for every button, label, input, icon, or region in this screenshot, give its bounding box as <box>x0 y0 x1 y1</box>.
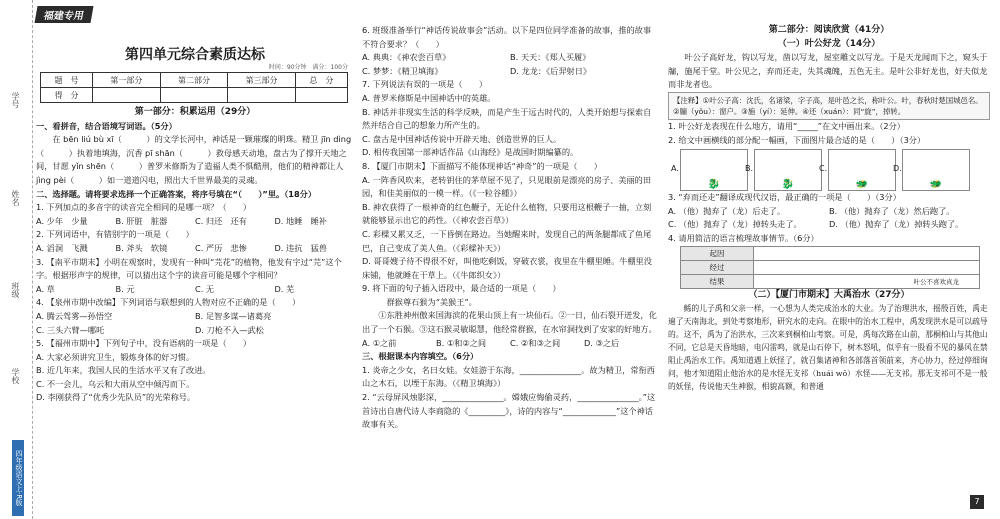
option[interactable]: A. （他）抛弃了（龙）后走了。 <box>668 205 786 216</box>
option[interactable]: A. 一阵香风吹来，老转钥住的茅草屋不见了，只见眼前是漂亮的房子、美丽的田园，和佳美丽似的一模一样。（《一粒谷種》） <box>362 174 652 199</box>
reading2-title: （二）【厦门市期末】大禹治水（27分） <box>748 289 910 300</box>
dragon-icon: 🐉 <box>707 179 721 191</box>
q1-text: 在 bēn liú bù xī（ ）的文学长河中，神话是一颗璀璨的明珠。精卫 jīn dìng（ ）执着地填海，沉香 pī shān（ ）救母感天动地，盘古为了撑开天地之间，甘愿 yǐn shēn（ ）普罗米修斯为了造福人类不惧酷刑，他们的精神都让人 jìng pèi（ ）如一道道闪电，照出大千世界最美的灵魂。 <box>36 134 352 185</box>
dragon-picture[interactable]: C. 🐲 <box>828 149 896 191</box>
option[interactable]: A. 腾云驾雾—孙悟空 <box>36 310 113 321</box>
option[interactable]: A. 滔洞 飞溅 <box>36 242 88 253</box>
option[interactable]: B. 天天：《郑人买履》 <box>510 52 591 63</box>
option[interactable]: D. 地睡 睡补 <box>274 215 327 226</box>
reading1-title: （一）叶公好龙（14分） <box>777 38 881 49</box>
exam-meta: 时间：90分钟 满分：100分 <box>268 64 348 71</box>
binding-margin <box>0 0 33 519</box>
q3-title: 三、根据课本内容填空。（6分） <box>362 351 479 362</box>
picture-options <box>668 149 990 191</box>
plot-answer: 叶公不喜欢真龙 <box>754 274 980 288</box>
q2-4-options <box>36 310 354 337</box>
q9-quote: 群猴尊石猴为“美猴王”。 <box>386 296 477 307</box>
option[interactable]: D. ③之后 <box>584 337 620 348</box>
r1-q3: 3. “弃而还走”翻译成现代汉语，最正确的一项是（ ）（3分） <box>668 192 901 203</box>
score-header: 第一部分 <box>93 73 161 88</box>
q2-3-options <box>36 283 354 297</box>
score-table <box>40 72 348 103</box>
option[interactable]: C. （他）抛弃了（龙）掉转头走了。 <box>668 219 802 230</box>
q2-4: 4. 【泉州市期中改编】下列词语与联想到的人物对应不正确的是（ ） <box>36 297 301 308</box>
q6: 6. 班级准备举行“神话传说故事会”活动。以下是四位同学准备的故事，推的故事不符合要求？（ ） <box>362 25 652 49</box>
school-label: 学校 <box>11 368 20 384</box>
option[interactable]: C. 梦梦：《精卫填海》 <box>362 65 443 76</box>
option[interactable]: B. 神农获得了一根神奇的红色鞭子，无论什么植物，只要用这根鞭子一抽，立刻就能够显示出它的药性。（《神农尝百草》） <box>362 201 652 226</box>
q9-passage: ①东胜神州傲来国海滨的花果山顶上有一块仙石。②一日，仙石裂开迸发，化出了一个石猴。③这石猴灵敏聪慧，他经常群猴，在水帘洞找到了安家的好地方。 <box>362 310 657 335</box>
r1-q3-options <box>668 205 990 232</box>
option[interactable]: D. 哥哥嫂子待不得很不好，叫他吃剩饭，穿破衣裳，夜里在牛棚里睡。牛棚里没床铺，他就睡在干草上。（《牛郎织女》） <box>362 256 652 280</box>
option[interactable]: B. ①和②之间 <box>436 337 487 348</box>
dragon-picture[interactable]: D. 🐲 <box>902 149 970 191</box>
score-cell[interactable] <box>228 88 296 103</box>
option[interactable]: A. 普罗米修斯是中国神话中的英雄。 <box>362 92 496 103</box>
option[interactable]: C. 彩樑又累又乏，一下昏倒在路边。当她醒来时，发现自己的两条腿都成了鱼尾巴，自己变成了美人鱼。（《彩樑补天》） <box>362 228 652 253</box>
r1-q1: 1. 叶公好龙表现在什么地方，请用“_____”在文中画出来。（2分） <box>668 120 905 131</box>
option[interactable]: A. ①之前 <box>362 337 397 348</box>
q9-options <box>362 337 658 351</box>
score-cell[interactable] <box>93 88 161 103</box>
score-header: 总 分 <box>295 73 347 88</box>
q2-2: 2. 下列词语中，有错别字的一项是（ ） <box>36 229 194 240</box>
score-label: 得 分 <box>41 88 93 103</box>
option[interactable]: D. 龙龙：《后羿射日》 <box>510 65 592 76</box>
fill-2[interactable]: 2. “云母屏风烛影深，_______________。嫦娥应悔偷灵药，_______________。”这首诗出自唐代诗人李商隐的《_________》，诗的内容与“_____________”这个神话故事有关。 <box>362 392 656 430</box>
right-column <box>668 0 990 519</box>
annotation-box: 【注释】①叶公子高：沈氏，名诸梁，字子高，是叶邑之长，称叶公。叶，春秋时楚国城邑名。②牖（yǒu）：窗户。③施（yí）：延伸。④还（xuán）：同“旋”，掉转。 <box>668 92 990 120</box>
option[interactable]: B. （他）抛弃了（龙）然后跑了。 <box>829 205 955 216</box>
option[interactable]: C. ②和③之间 <box>510 337 561 348</box>
q8: 8. 【厦门市期末】下面描写不能体现神话“神奇”的一项是（ ） <box>362 160 602 171</box>
score-cell[interactable] <box>160 88 228 103</box>
option[interactable]: B. 斧头 软镜 <box>115 242 168 253</box>
option[interactable]: A. 草 <box>36 283 55 294</box>
dragon-icon: 🐲 <box>855 179 869 191</box>
region-badge: 福建专用 <box>35 6 94 23</box>
option[interactable]: B. 肝脏 脏器 <box>115 215 168 226</box>
score-cell[interactable] <box>295 88 347 103</box>
option[interactable]: B. 近几年来，我国人民的生活水平又有了改进。 <box>36 365 211 376</box>
option[interactable]: D. 芜 <box>274 283 295 294</box>
part2-heading: 第二部分：阅读欣赏（41分） <box>768 25 890 35</box>
score-header: 第二部分 <box>160 73 228 88</box>
option[interactable]: D. 违抗 猛兽 <box>274 242 327 253</box>
plot-row-label: 经过 <box>681 260 754 274</box>
option[interactable]: B. 元 <box>115 283 135 294</box>
part1-heading: 第一部分：积累运用（29分） <box>134 107 256 117</box>
option[interactable]: A. 少年 少量 <box>36 215 88 226</box>
option[interactable]: B. 足智多谋—诸葛亮 <box>195 310 272 321</box>
q2-1: 1. 下列加点的多音字的读音完全相同的是哪一项？（ ） <box>36 202 252 213</box>
option[interactable]: A. 大家必须讲究卫生，锻炼身体的好习惯。 <box>36 351 195 362</box>
plot-row-label: 起因 <box>681 246 754 260</box>
page-title: 第四单元综合素质达标 <box>125 47 265 63</box>
q1-title: 一、看拼音，结合语境写词语。（5分） <box>36 120 177 131</box>
student-id-label: 学号 <box>11 92 20 108</box>
class-label: 班级 <box>11 282 20 298</box>
q2-1-options <box>36 215 354 229</box>
q2-title: 二、选择题。请将要求选择一个正确答案，将序号填在“（ ）”里。（18分） <box>36 188 317 199</box>
q7: 7. 下列说法有误的一项是（ ） <box>362 79 488 90</box>
dragon-icon: 🐉 <box>781 179 795 191</box>
option[interactable]: A. 典典：《神农尝百草》 <box>362 52 451 63</box>
page-number: 7 <box>970 495 984 509</box>
option[interactable]: D. 李刚获得了“优秀少先队员”的光荣称号。 <box>36 392 196 403</box>
dragon-picture[interactable]: B. 🐉 <box>754 149 822 191</box>
reading2-passage: 鲧的儿子禹和父亲一样，一心想为人类完成治水的大业。为了治理洪水，摇殷百姓，禹走遍了天南海北，到处考察地形，研究水的走向。在眼中的治水工程中，禹发现洪水是可以疏导的。这不，禹为了治洪水，三次来到桐柏山考察。可是，禹每次路在山前，那桐柏山与其他山不同，它总是天昏地暗，电闪雷鸣，就是山石停下，树木怒吼，似乎有一股看不见的暴风在禁阻止禹治水工作。禹知道遇上妖怪了，就召集诸神和各部落首领前来，齐心协力，经过停细询问，他才知道阻止他治水的是水怪无支祁（huái wō）水怪——无支祁。那无支祁可不是一般的妖怪，传说他天生神猴，相貌高额，和普通 <box>668 304 988 392</box>
name-label: 姓名 <box>11 190 20 206</box>
left-column <box>36 0 354 519</box>
dragon-icon: 🐲 <box>929 179 943 191</box>
reading1-passage: 叶公子高好龙，钩以写龙，凿以写龙，屋室雕文以写龙。于是天龙闻而下之，窥头于牖，施尾于堂。叶公见之，弃而还走，失其魂魄，五色无主。是叶公非好龙也，好夫似龙而非龙者也。 <box>668 52 988 90</box>
option[interactable]: C. 无 <box>195 283 215 294</box>
q2-2-options <box>36 242 354 256</box>
middle-column <box>362 0 658 519</box>
option[interactable]: C. 严历 悲惨 <box>195 242 247 253</box>
option[interactable]: C. 归还 还有 <box>195 215 247 226</box>
option[interactable]: B. 神话并非现实生活的科学反映，而是产生于远古时代的，人类开始想与探索自然并结合自己的想象力所产生的。 <box>362 106 652 131</box>
fill-1[interactable]: 1. 炎帝之少女，名曰女娃。女娃游于东海，_______________。故为精卫，常衔西山之木石，以堙于东海。（《精卫填海》） <box>362 364 655 389</box>
option[interactable]: C. 不一会儿，乌云和大雨从空中倾泻而下。 <box>36 378 195 389</box>
plot-answer[interactable] <box>754 246 980 260</box>
q2-3: 3. 【南平市期末】小明在观察时，发现有一种叫“芫花”的植物，他发有字过“芫”这个字。根据形声字的规律，可以猜出这个字的读音可能是哪个字相同？ <box>36 256 342 281</box>
q9: 9. 将下面的句子插入语段中，最合适的一项是（ ） <box>362 283 561 294</box>
option[interactable]: C. 三头六臂—哪吒 <box>36 324 105 335</box>
option[interactable]: D. （他）抛弃了（龙）掉转头跑了。 <box>829 219 964 230</box>
dragon-picture[interactable]: A. 🐉 <box>680 149 748 191</box>
plot-row-label: 结果 <box>681 274 754 288</box>
q2-5: 5. 【福州市期中】下列句子中，没有语病的一项是（ ） <box>36 338 252 349</box>
option[interactable]: D. 相传我国第一部神话作品《山海经》是战国时期编纂的。 <box>362 147 579 158</box>
r1-q2: 2. 给文中画横线的部分配一幅画，下面图片最合适的是（ ）（3分） <box>668 134 926 145</box>
grade-bar: 四年级语文上·R版 <box>12 440 24 516</box>
score-header: 题 号 <box>41 73 93 88</box>
plot-answer[interactable] <box>754 260 980 274</box>
r1-q4: 4. 请用简洁的语言梳理故事情节。（6分） <box>668 232 819 243</box>
score-header: 第三部分 <box>228 73 296 88</box>
plot-table <box>680 246 980 289</box>
option[interactable]: D. 刀枪不入—武松 <box>195 324 264 335</box>
option[interactable]: C. 盘古是中国神话传说中开辟天地、创造世界的巨人。 <box>362 133 562 144</box>
q6-options <box>362 51 658 78</box>
